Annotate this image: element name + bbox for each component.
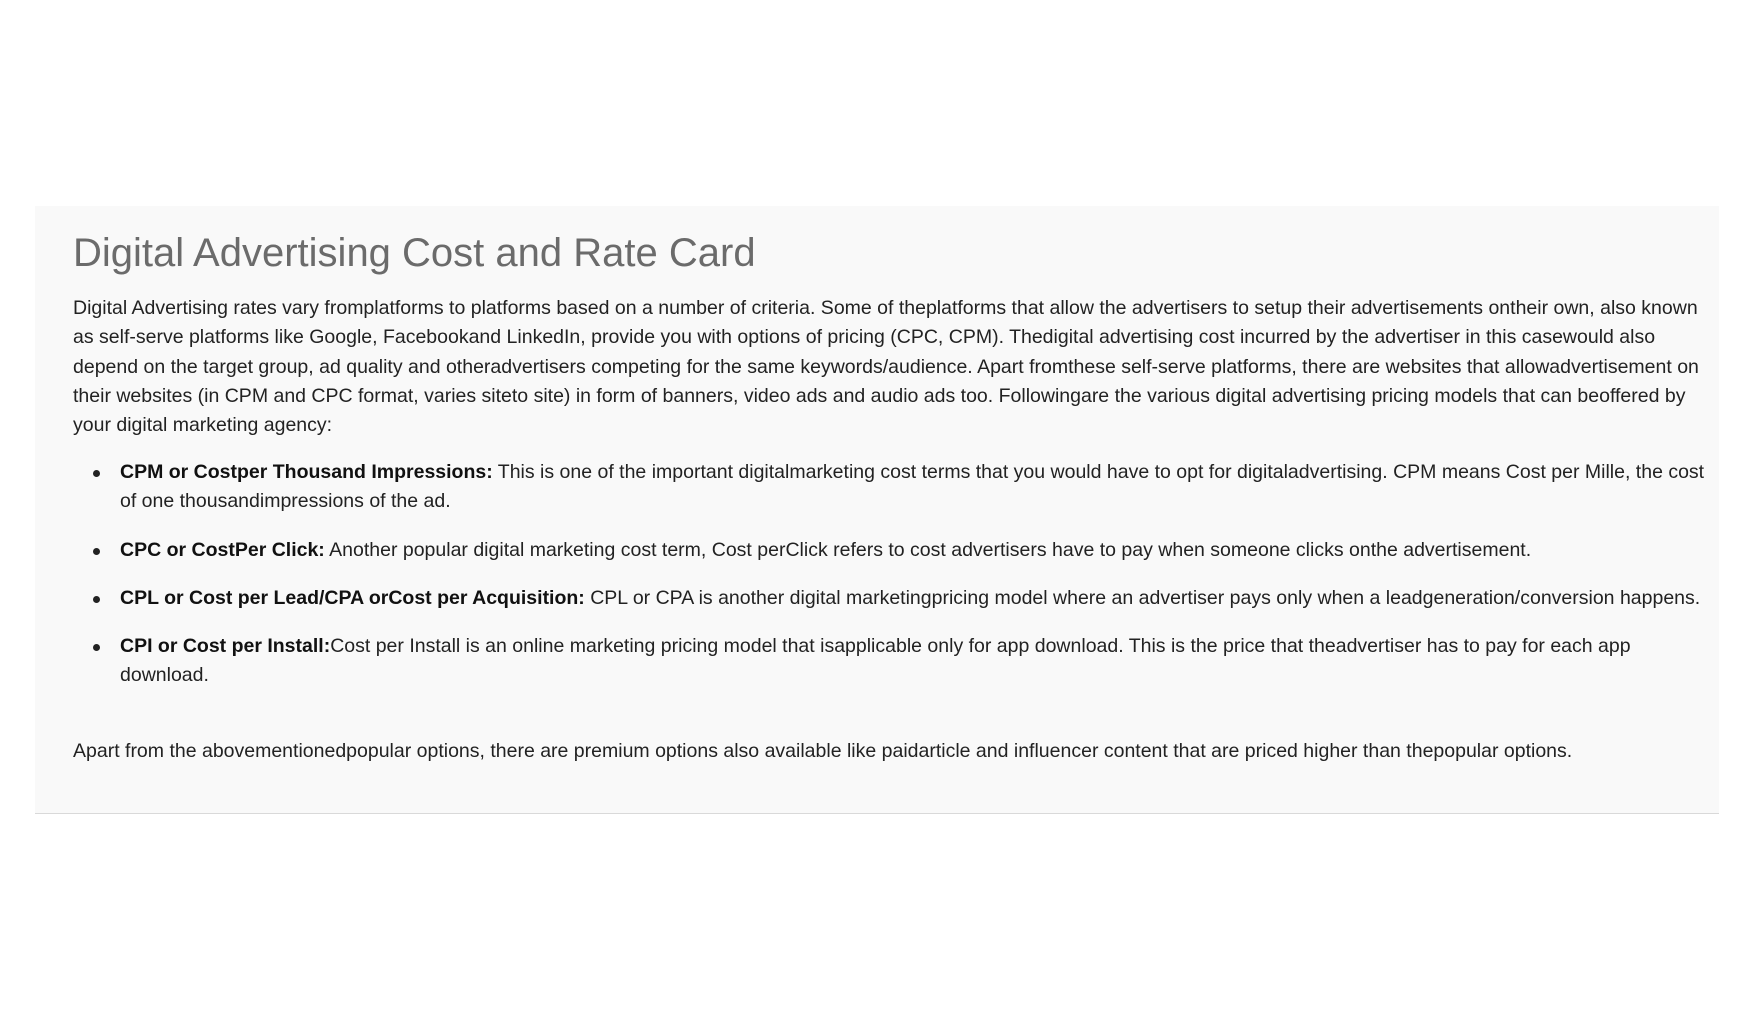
- bullet-icon: [93, 470, 100, 477]
- model-description: CPL or CPA is another digital marketingpricing model where an advertiser pays only when a leadgeneration/conversion happens.: [584, 586, 1701, 609]
- model-term: CPC or CostPer Click:: [120, 538, 325, 561]
- pricing-models-list: [73, 458, 1715, 710]
- rate-card-section: [35, 206, 1719, 814]
- bullet-icon: [93, 596, 100, 603]
- section-title: Digital Advertising Cost and Rate Card: [73, 231, 756, 275]
- bullet-icon: [93, 548, 100, 555]
- model-term: CPM or Costper Thousand Impressions:: [120, 461, 493, 483]
- list-item-cpi: [120, 632, 1715, 691]
- list-item-cpc: [120, 536, 1715, 565]
- intro-paragraph: Digital Advertising rates vary fromplatforms to platforms based on a number of criteria. Some of theplatforms that allow the advertisers to setup their advertisements ontheir own, also known as self-serve platforms like Google, Facebookand LinkedIn, provide you with options of pricing (CPC, CPM). Thedigital advertising cost incurred by the advertiser in this casewould also depend on the target group, ad quality and otheradvertisers competing for the same keywords/audience. Apart fromthese self-serve platforms, there are websites that allowadvertisement on their websites (in CPM and CPC format, varies siteto site) in form of banners, video ads and audio ads too. Followingare the various digital advertising pricing models that can beoffered by your digital marketing agency:: [73, 297, 1699, 437]
- list-item-cpm: [120, 458, 1715, 517]
- outro-paragraph: Apart from the abovementionedpopular options, there are premium options also available like paidarticle and influencer content that are priced higher than thepopular options.: [73, 740, 1573, 762]
- bullet-icon: [93, 644, 100, 651]
- model-description: Another popular digital marketing cost term, Cost perClick refers to cost advertisers have to pay when someone clicks onthe advertisement.: [324, 538, 1532, 561]
- list-item-cpl-cpa: [120, 584, 1715, 613]
- model-term: CPL or Cost per Lead/CPA orCost per Acquisition:: [120, 586, 585, 609]
- model-description: This is one of the important digitalmarketing cost terms that you would have to opt for digitaladvertising. CPM means Cost per Mille, the cost of one thousandimpressions of the ad.: [120, 461, 1705, 513]
- model-description: Cost per Install is an online marketing pricing model that isapplicable only for app download. This is the price that theadvertiser has to pay for each app download.: [120, 635, 1631, 687]
- model-term: CPI or Cost per Install:: [120, 635, 331, 658]
